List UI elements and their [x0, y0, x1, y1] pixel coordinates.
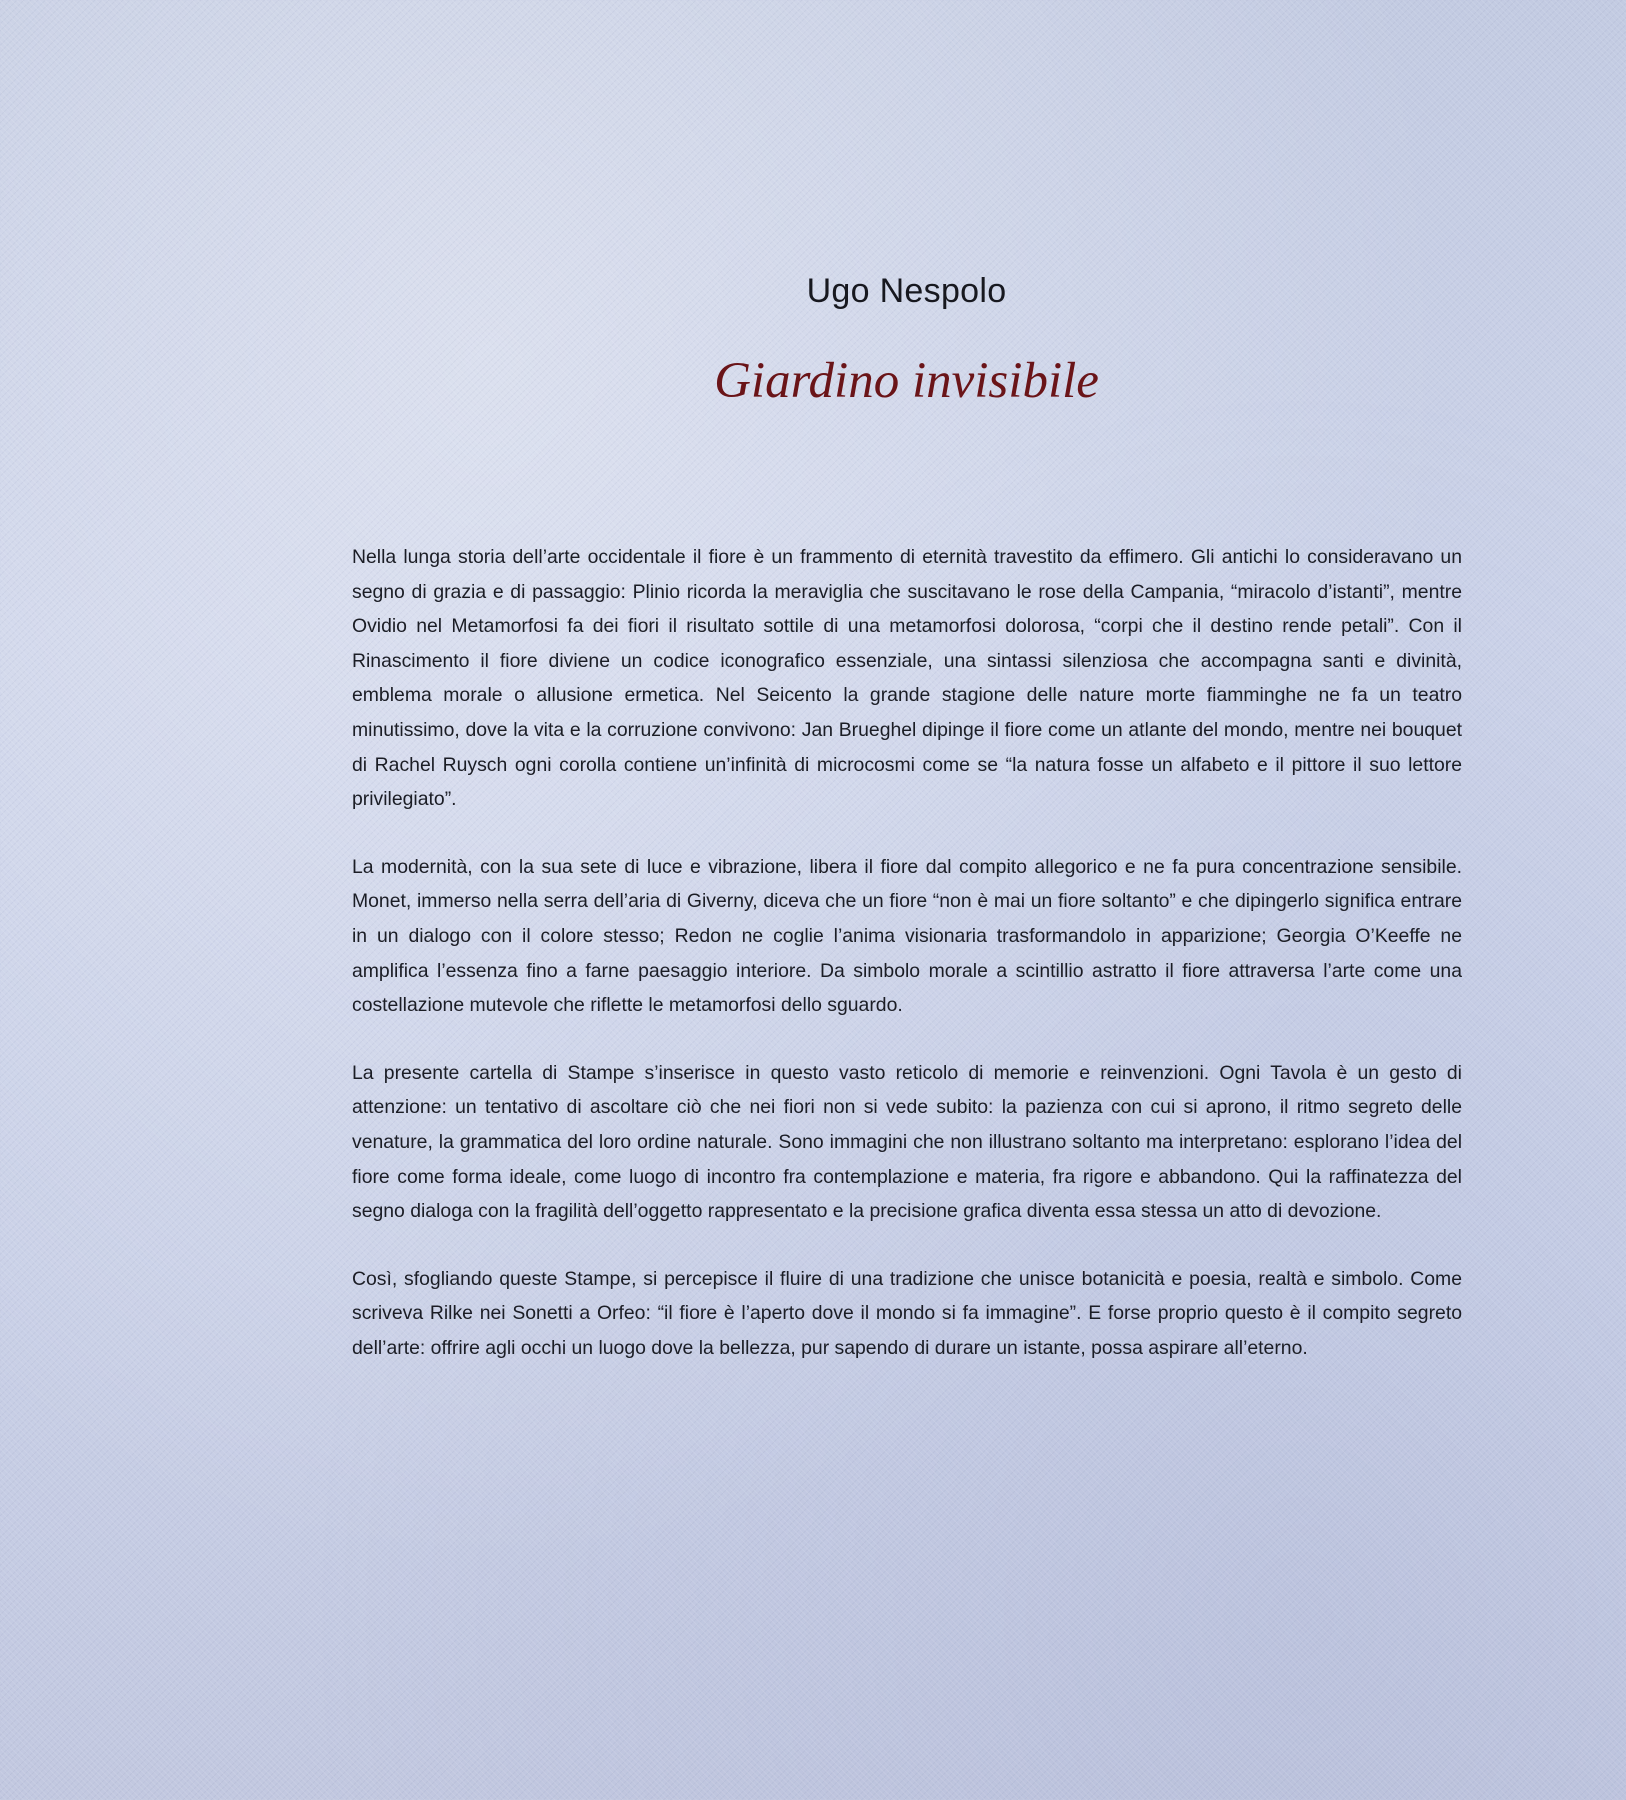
essay-paragraph-1: Nella lunga storia dell’arte occidentale il fiore è un frammento di eternità travestito da effimero. Gli antichi lo consideravano un segno di grazia e di passaggio: Plinio ricorda la meraviglia che suscitavano le rose della Campania, “miracolo d’istanti”, mentre Ovidio nel Metamorfosi fa dei fiori il risultato sottile di una metamorfosi dolorosa, “corpi che il destino rende petali”. Con il Rinascimento il fiore diviene un codice iconografico essenziale, una sintassi silenziosa che accompagna santi e divinità, emblema morale o allusione ermetica. Nel Seicento la grande stagione delle nature morte fiamminghe ne fa un teatro minutissimo, dove la vita e la corruzione convivono: Jan Brueghel dipinge il fiore come un atlante del mondo, mentre nei bouquet di Rachel Ruysch ogni corolla contiene un’infinità di microcosmi come se “la natura fosse un alfabeto e il pittore il suo lettore privilegiato”.	[352, 546, 1462, 811]
essay-paragraph-2: La modernità, con la sua sete di luce e vibrazione, libera il fiore dal compito allegorico e ne fa pura concentrazione sensibile. Monet, immerso nella serra dell’aria di Giverny, diceva che un fiore “non è mai un fiore soltanto” e che dipingerlo significa entrare in un dialogo con il colore stesso; Redon ne coglie l’anima visionaria trasformandolo in apparizione; Georgia O’Keeffe ne amplifica l’essenza fino a farne paesaggio interiore. Da simbolo morale a scintillio astratto il fiore attraversa l’arte come una costellazione mutevole che riflette le metamorfosi dello sguardo.	[352, 855, 1462, 1017]
essay-paragraph-4: Così, sfogliando queste Stampe, si percepisce il fluire di una tradizione che unisce botanicità e poesia, realtà e simbolo. Come scriveva Rilke nei Sonetti a Orfeo: “il fiore è l’aperto dove il mondo si fa immagine”. E forse proprio questo è il compito segreto dell’arte: offrire agli occhi un luogo dove la bellezza, pur sapendo di durare un istante, possa aspirare all’eterno.	[352, 1267, 1462, 1359]
author-name: Ugo Nespolo	[806, 272, 1007, 310]
essay-body	[352, 540, 1462, 1398]
portfolio-title: Giardino invisibile	[714, 353, 1099, 409]
essay-paragraph-3: La presente cartella di Stampe s’inserisce in questo vasto reticolo di memorie e reinvenzioni. Ogni Tavola è un gesto di attenzione: un tentativo di ascoltare ciò che nei fiori non si vede subito: la pazienza con cui si aprono, il ritmo segreto delle venature, la grammatica del loro ordine naturale. Sono immagini che non illustrano soltanto ma interpretano: esplorano l’idea del fiore come forma ideale, come luogo di incontro fra contemplazione e materia, fra rigore e abbandono. Qui la raffinatezza del segno dialoga con la fragilità dell’oggetto rappresentato e la precisione grafica diventa essa stessa un atto di devozione.	[352, 1061, 1462, 1223]
